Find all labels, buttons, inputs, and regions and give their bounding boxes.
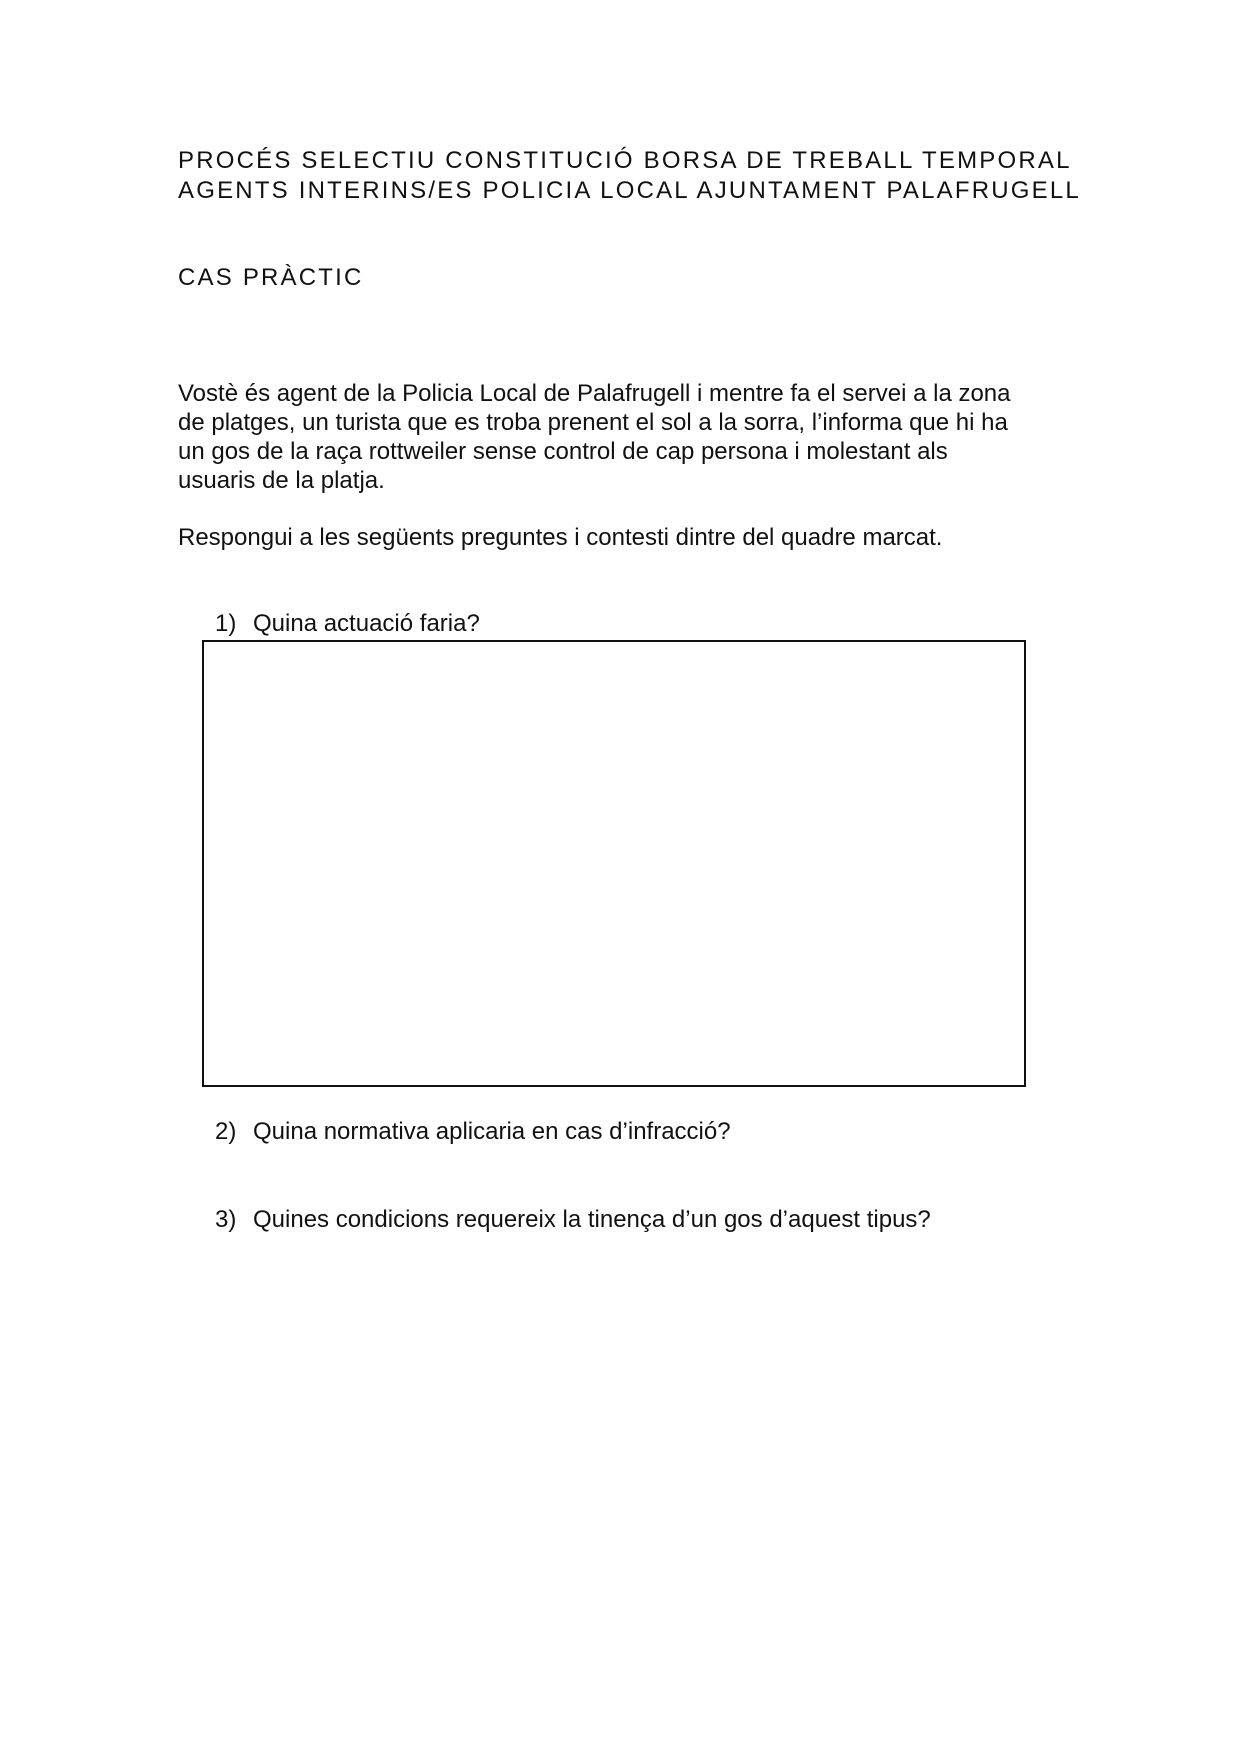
question-3 [215, 1205, 931, 1235]
question-2-number: 2) [215, 1118, 237, 1145]
question-1 [215, 609, 480, 639]
instruction-text: Respongui a les següents preguntes i contesti dintre del quadre marcat. [178, 524, 943, 551]
scenario-line-1: Vostè és agent de la Policia Local de Palafrugell i mentre fa el servei a la zona [178, 380, 1011, 407]
answer-box-question-1[interactable] [202, 640, 1026, 1087]
question-3-number: 3) [215, 1206, 237, 1233]
section-title: CAS PRÀCTIC [178, 264, 364, 291]
question-1-number: 1) [215, 610, 237, 637]
question-2-text: Quina normativa aplicaria en cas d’infracció? [253, 1118, 731, 1145]
question-1-text: Quina actuació faria? [253, 610, 480, 637]
scenario-line-2: de platges, un turista que es troba prenent el sol a la sorra, l’informa que hi ha [178, 409, 1008, 436]
scenario-line-3: un gos de la raça rottweiler sense control de cap persona i molestant als [178, 438, 948, 465]
document-title-line-2: AGENTS INTERINS/ES POLICIA LOCAL AJUNTAMENT PALAFRUGELL [178, 177, 1081, 204]
document-title-line-1: PROCÉS SELECTIU CONSTITUCIÓ BORSA DE TREBALL TEMPORAL [178, 147, 1072, 174]
question-3-text: Quines condicions requereix la tinença d’un gos d’aquest tipus? [253, 1206, 931, 1233]
scenario-line-4: usuaris de la platja. [178, 467, 385, 494]
question-2 [215, 1117, 731, 1147]
